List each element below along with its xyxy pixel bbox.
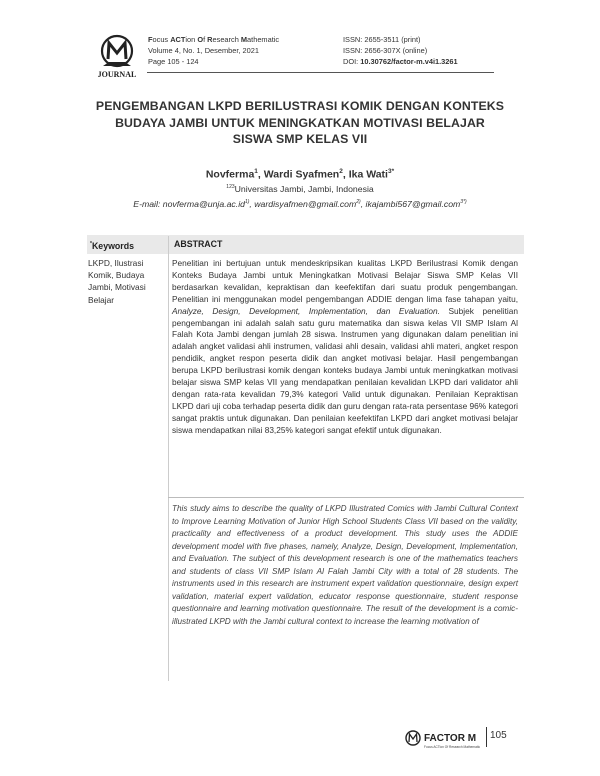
keywords-text: LKPD, Ilustrasi Komik, Budaya Jambi, Motivasi Belajar (88, 258, 146, 305)
journal-title-part: ocus (152, 35, 171, 44)
email-line: E-mail: $novferma@unja.ac.id^{1)}$, wardisyafmen@gmail.com$^{2)}$, ikajambi567@gmail.com$^{3*)}$ (133, 199, 467, 209)
header-rule (147, 72, 494, 73)
journal-title-part: R (207, 35, 213, 44)
journal-pages: Page 105 - 124 (148, 57, 199, 66)
abstract-english: This study aims to describe the quality of LKPD Illustrated Comics with Jambi Cultural Context to Improve Learning Motivation of Junior High School Students Class VII based on the validity, practicality and effectiveness of a product development. This study uses the ADDIE development model with five phases, namely, Analyze, Design, Development, Implementation, and Evaluation. The subject of this development research is one of the mathematics teachers and students of class VII SMP Islam Al Falah Jambi City with a total of 28 students. The instruments used in this research are instrument expert validation questionnaire, design expert validation, material expert validation, educator response questionnaire, student response questionnaire and learning motivation questionnaire. The result of the development is a comic-illustrated LKPD with the Jambi cultural context to increase the learning motivation of (172, 504, 518, 626)
email-link-3[interactable]: ikajambi567@gmail.com (365, 199, 461, 209)
journal-title-part: esearch (212, 35, 241, 44)
column-divider (168, 236, 169, 681)
issn-print: ISSN: 2655-3511 (print) (343, 35, 421, 44)
abstract-heading: ABSTRACT (168, 235, 524, 254)
journal-title-part: F (148, 35, 153, 44)
journal-title-part: athematic (247, 35, 280, 44)
keywords-heading: *Keywords (87, 235, 168, 254)
journal-title (148, 34, 279, 45)
page-number: 105 (490, 730, 507, 741)
journal-title-part: f (203, 35, 208, 44)
email-link-1[interactable]: novferma@unja.ac.id (162, 199, 245, 209)
journal-volume: Volume 4, No. 1, Desember, 2021 (148, 46, 259, 55)
author-list: Novferma$^1$, Wardi Syafmen$^2$, Ika Wati$^{3*}$ (205, 168, 395, 181)
footer-tagline: Focus ACTion Of Research Mathematic (424, 745, 481, 749)
issn-online: ISSN: 2656-307X (online) (343, 46, 428, 55)
logo-text: JOURNAL (97, 70, 137, 79)
identifier-meta (343, 34, 458, 67)
journal-logo (95, 33, 139, 79)
journal-title-part: M (240, 35, 248, 44)
footer-bar (486, 727, 487, 747)
journal-meta (148, 34, 279, 67)
paper-title: PENGEMBANGAN LKPD BERILUSTRASI KOMIK DENGAN KONTEKS BUDAYA JAMBI UNTUK MENINGKATKAN MOTIVASI BELAJAR SISWA SMP KELAS VII (95, 99, 505, 146)
doi: DOI: 10.30762/factor-m.v4i1.3261 (343, 57, 458, 66)
journal-title-part: ACT (170, 35, 186, 44)
abstract-indonesian: Penelitian ini bertujuan untuk mendeskripsikan kualitas LKPD Berilustrasi Komik dengan Konteks Budaya Jambi untuk Meningkatkan Motivasi Belajar Siswa SMP Kelas VII berdasarkan kevalidan, kepraktisan dan keefektifan dari suatu produk pengembangan. Penelitian ini menggunakan model pengembangan ADDIE dengan lima fase tahapan yaitu, Analyze, Design, Development, Implementation, dan Evaluation. Subjek penelitian pengembangan ini adalah salah satu guru matematika dan siswa kelas VII SMP Islam Al Falah Kota Jambi dengan jumlah 28 siswa. Instrumen yang digunakan dalam penelitian ini adalah angket validasi ahli instrumen, validasi ahli desain, validasi ahli materi, angket respon pendidik, angket respon peserta didik dan angket motivasi belajar. Hasil pengembangan berupa LKPD berilustrasi komik dengan konteks budaya Jambi untuk meningkatkan motivasi belajar siswa SMP kelas VII yang mendapatkan penilaian kevalidan LKPD dari validator ahli dengan rata-rata kevalidan 79,3% kategori Valid untuk digunakan. Penilaian Kepraktisan LKPD dari uji coba terhadap peserta didik dan guru dengan rata-rata persentase 96% kategori sangat praktis untuk digunakan. Dan penilaian keefektifan LKPD dari angket motivasi belajar siswa mendapatkan nilai 83,25% kategori sangat efektif untuk digunakan. (172, 258, 518, 435)
email-link-2[interactable]: wardisyafmen@gmail.com (254, 199, 357, 209)
abstract-separator (168, 497, 524, 498)
doi-link[interactable]: 10.30762/factor-m.v4i1.3261 (360, 57, 458, 66)
affiliation: $^{123}$Universitas Jambi, Jambi, Indonesia (226, 184, 374, 194)
journal-title-part: ion (185, 35, 198, 44)
footer-logo (404, 727, 484, 753)
footer-brand: FACTOR M (424, 733, 477, 744)
journal-title-part: O (197, 35, 204, 44)
